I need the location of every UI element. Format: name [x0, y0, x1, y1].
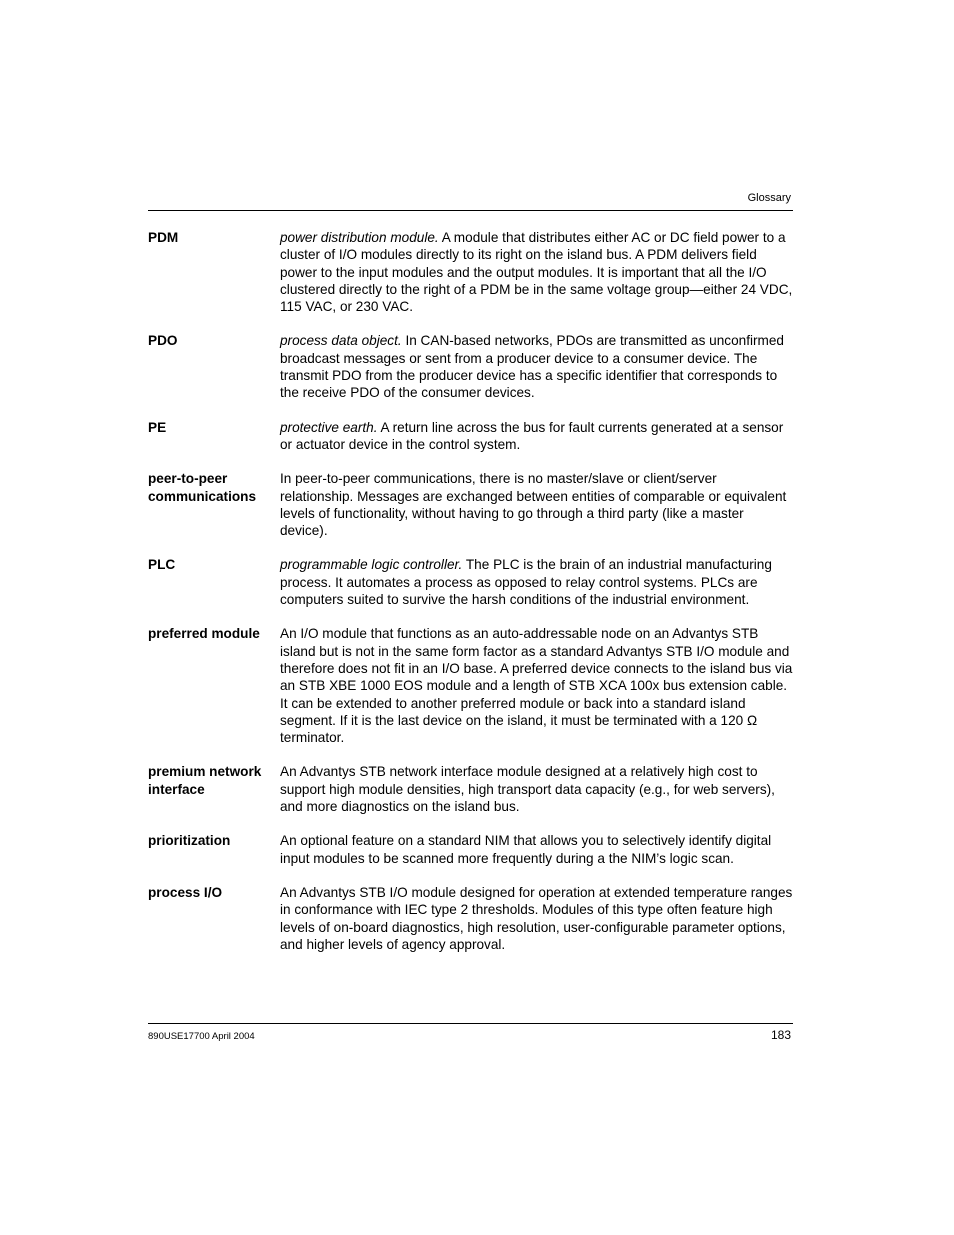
definition-expansion: protective earth.	[280, 419, 378, 435]
definition-text: A module that distributes either AC or DC field power to a cluster of I/O modules directly to its right on the island bus. A PDM delivers field power to the input modules and the output modules. It is important that all the I/O clustered directly to the right of a PDM be in the same voltage group—either 24 VDC, 115 VAC, or 230 VAC.	[280, 230, 793, 315]
definition-expansion: process data object.	[280, 333, 402, 349]
glossary-term: process I/O	[148, 884, 223, 900]
glossary-term: PDO	[148, 333, 178, 349]
definition-text: A return line across the bus for fault currents generated at a sensor or actuator device in the control system.	[280, 419, 784, 452]
document-id: 890USE17700 April 2004	[148, 1031, 255, 1042]
header-rule	[148, 210, 793, 211]
definition-text: An Advantys STB I/O module designed for operation at extended temperature ranges in conformance with IEC type 2 thresholds. Modules of this type often feature high levels of on-board diagnostics, high resolution, user-configurable parameter options, and higher levels of agency approval.	[280, 884, 793, 952]
glossary-entry	[148, 884, 793, 953]
glossary-definition	[280, 625, 793, 746]
glossary-term: prioritization	[148, 833, 231, 849]
glossary-definition	[280, 763, 793, 815]
glossary-term: peer-to-peer communications	[148, 471, 257, 504]
glossary-definition	[280, 556, 793, 608]
glossary-definition	[280, 229, 793, 315]
glossary-term: preferred module	[148, 626, 260, 642]
definition-expansion: programmable logic controller.	[280, 557, 463, 573]
definition-text: An Advantys STB network interface module designed at a relatively high cost to support high module densities, high transport data capacity (e.g., for web servers), and more diagnostics on the island bus.	[280, 764, 775, 815]
glossary-entry	[148, 763, 793, 815]
glossary-term: PDM	[148, 230, 179, 245]
glossary-entry	[148, 419, 793, 454]
glossary-term: PLC	[148, 557, 176, 573]
glossary-entry	[148, 229, 793, 315]
glossary-entry	[148, 470, 793, 539]
definition-text: The PLC is the brain of an industrial manufacturing process. It automates a process as opposed to relay control systems. PLCs are computers suited to survive the harsh conditions of the industrial environment.	[280, 557, 772, 608]
glossary-entry	[148, 625, 793, 746]
glossary-definition	[280, 884, 793, 953]
glossary-entries	[148, 229, 793, 970]
page-number: 183	[770, 1028, 791, 1042]
running-header: Glossary	[747, 192, 791, 204]
glossary-entry	[148, 332, 793, 401]
glossary-term: PE	[148, 419, 167, 435]
glossary-entry	[148, 832, 793, 867]
definition-expansion: power distribution module.	[280, 230, 439, 245]
glossary-definition	[280, 332, 793, 401]
footer-rule	[148, 1023, 793, 1024]
definition-text: An optional feature on a standard NIM that allows you to selectively identify digital input modules to be scanned more frequently during a the NIM’s logic scan.	[280, 833, 772, 866]
glossary-term: premium network interface	[148, 764, 262, 797]
definition-text: An I/O module that functions as an auto-addressable node on an Advantys STB island but is not in the same form factor as a standard Advantys STB I/O module and therefore does not fit in an I/O base. A preferred device connects to the island bus via an STB XBE 1000 EOS module and a length of STB XCA 100x bus extension cable. It can be extended to another preferred module or back into a standard island segment. If it is the last device on the island, it must be terminated with a 120 Ω terminator.	[280, 626, 793, 746]
glossary-entry	[148, 556, 793, 608]
glossary-definition	[280, 419, 793, 454]
definition-text: In CAN-based networks, PDOs are transmitted as unconfirmed broadcast messages or sent from a producer device to a consumer device. The transmit PDO from the producer device has a specific identifier that corresponds to the receive PDO of the consumer devices.	[280, 333, 784, 401]
definition-text: In peer-to-peer communications, there is no master/slave or client/server relationship. Messages are exchanged between entities of comparable or equivalent levels of functionality, without having to go through a third party (like a master device).	[280, 471, 787, 539]
glossary-definition	[280, 832, 793, 867]
glossary-definition	[280, 470, 793, 539]
